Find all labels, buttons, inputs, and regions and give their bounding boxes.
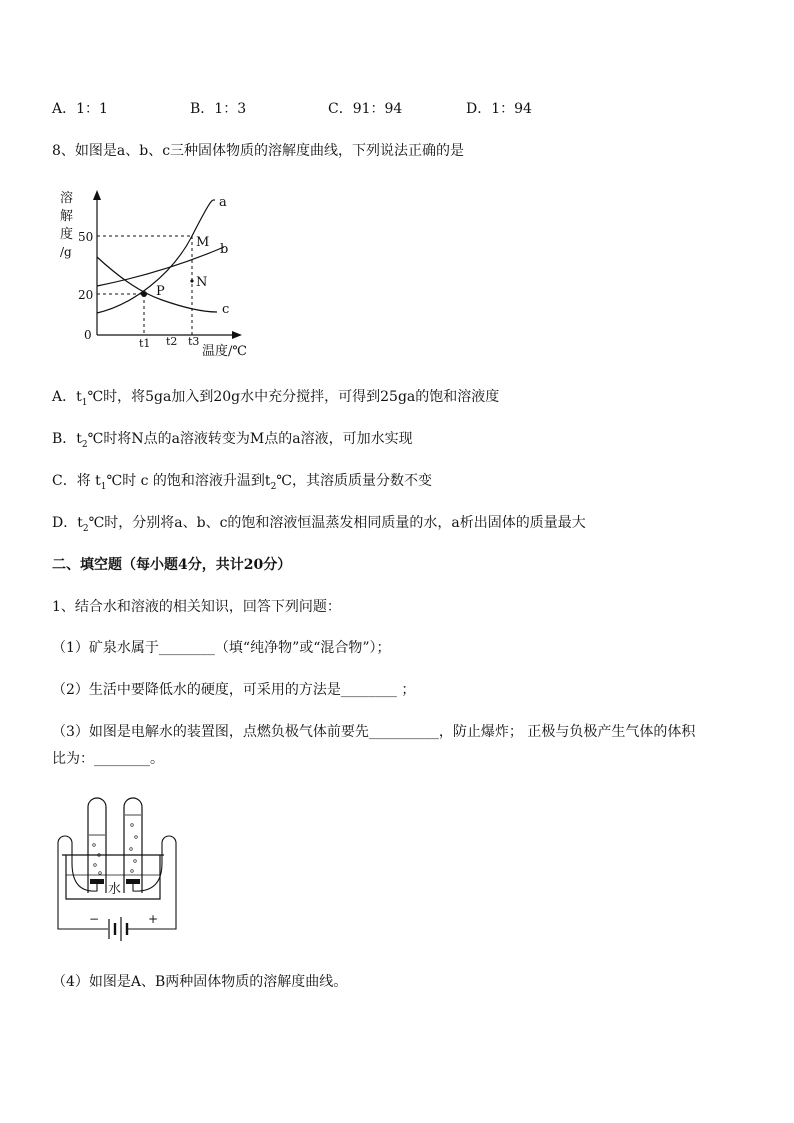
- q8-option-a: A．$t_1℃$时，将5ga加入到20g水中充分搅拌，可得到25ga的饱和溶液度: [52, 389, 500, 408]
- water-label: 水: [108, 882, 122, 897]
- electrode-right: [126, 879, 140, 884]
- electrolysis-apparatus: [52, 793, 187, 948]
- point-label-n: N: [196, 275, 208, 290]
- q8-stem: 8、如图是a、b、c三种固体物质的溶解度曲线，下列说法正确的是: [52, 143, 465, 159]
- minus-sign: −: [89, 912, 100, 926]
- y-tick-50: 50: [78, 230, 94, 244]
- section2-heading: 二、填空题（每小题4分，共计20分）: [52, 557, 292, 573]
- s2-q1-part2: （2）生活中要降低水的硬度，可采用的方法是________ ；: [52, 682, 416, 698]
- y-label-3: 度: [60, 227, 74, 242]
- s2-q1-part3-line2: 比为：________。: [52, 751, 164, 767]
- y-label-1: 溶: [60, 191, 74, 206]
- s2-q1-part4: （4）如图是A、B两种固体物质的溶解度曲线。: [52, 974, 348, 990]
- point-p-dot: [141, 291, 147, 297]
- test-tube-left: [88, 798, 106, 893]
- q8-option-d: D．$t_2℃$时，分别将a、b、c的饱和溶液恒温蒸发相同质量的水，a析出固体的质量最大: [52, 515, 586, 534]
- point-n-dot: [190, 279, 193, 282]
- x-axis-label: 温度/℃: [202, 344, 247, 359]
- q7-option-c: C．91：94: [328, 101, 403, 117]
- gas-bubbles: [93, 824, 138, 875]
- y-label-2: 解: [60, 209, 74, 224]
- s2-q1-part3-line1: （3）如图是电解水的装置图，点燃负极气体前要先__________，防止爆炸； 正极与负极产生气体的体积: [52, 724, 696, 740]
- y-axis-arrow: [93, 190, 101, 200]
- x-tick-t3: t3: [188, 335, 200, 348]
- curve-label-a: a: [219, 195, 227, 210]
- x-tick-t1: t1: [139, 337, 151, 350]
- s2-q1-stem: 1、结合水和溶液的相关知识，回答下列问题：: [52, 599, 341, 615]
- electrode-left: [90, 879, 104, 884]
- s2-q1-part1: （1）矿泉水属于________（填“纯净物”或“混合物”）；: [52, 640, 391, 656]
- x-tick-t2: t2: [166, 335, 178, 348]
- x-axis-arrow: [232, 331, 242, 339]
- point-label-p: P: [156, 284, 165, 299]
- solubility-graph: [52, 185, 262, 360]
- q8-option-c: C．将 $t_1℃$时 c 的饱和溶液升温到$t_2℃$，其溶质质量分数不变: [52, 473, 432, 492]
- point-label-m: M: [196, 235, 210, 250]
- plus-sign: +: [148, 912, 159, 926]
- y-tick-0: 0: [84, 328, 92, 342]
- q7-option-b: B．1：3: [190, 101, 247, 117]
- q7-option-d: D．1：94: [466, 101, 532, 117]
- q7-option-a: A．1：1: [52, 101, 108, 117]
- q8-option-b: B．$t_2℃$时将N点的a溶液转变为M点的a溶液，可加水实现: [52, 431, 413, 450]
- curve-label-b: b: [220, 242, 229, 257]
- y-label-4: /g: [60, 245, 72, 259]
- curve-label-c: c: [222, 302, 230, 317]
- test-tube-right: [124, 798, 142, 893]
- y-tick-20: 20: [78, 288, 94, 302]
